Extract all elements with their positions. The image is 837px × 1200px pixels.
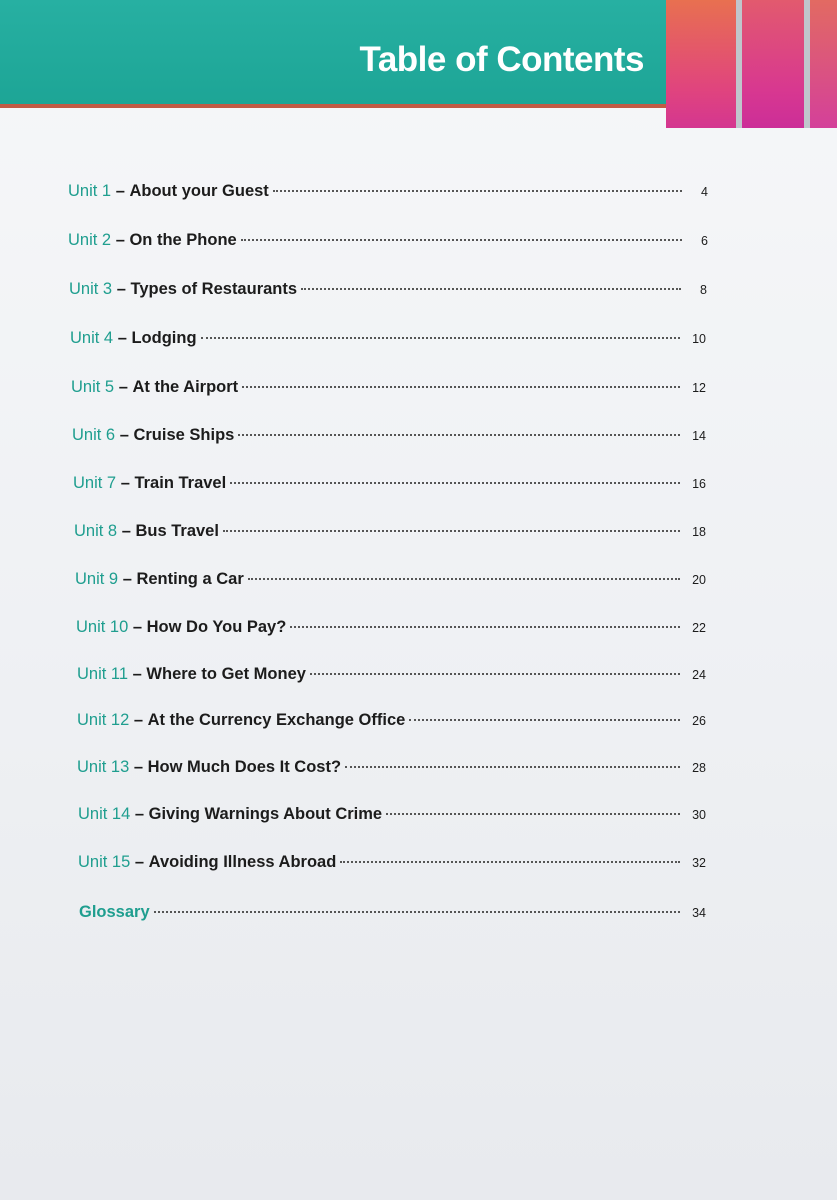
- separator: –: [111, 182, 130, 200]
- page-number: 14: [692, 429, 706, 443]
- separator: –: [115, 426, 134, 444]
- page-number: 4: [701, 185, 708, 199]
- separator: –: [112, 280, 131, 298]
- page-number: 24: [692, 668, 706, 682]
- dot-leader: [241, 239, 682, 241]
- page-number: 28: [692, 761, 706, 775]
- unit-title: Avoiding Illness Abroad: [148, 853, 337, 871]
- page-number: 30: [692, 808, 706, 822]
- separator: –: [128, 618, 147, 636]
- page-title: Table of Contents: [359, 40, 644, 79]
- page-number: 26: [692, 714, 706, 728]
- toc-entry[interactable]: [78, 805, 706, 829]
- unit-title: Bus Travel: [135, 522, 219, 540]
- page-number: 22: [692, 621, 706, 635]
- unit-title: Train Travel: [134, 474, 227, 492]
- dot-leader: [248, 578, 680, 580]
- page-number: 34: [692, 906, 706, 920]
- unit-title: Renting a Car: [136, 570, 244, 588]
- dot-leader: [242, 386, 680, 388]
- unit-label: Unit 1: [68, 182, 112, 200]
- page-number: 18: [692, 525, 706, 539]
- dot-leader: [273, 190, 682, 192]
- page-number: 16: [692, 477, 706, 491]
- toc-entry[interactable]: [73, 474, 706, 498]
- unit-title: Giving Warnings About Crime: [148, 805, 383, 823]
- separator: –: [116, 474, 135, 492]
- page-number: 32: [692, 856, 706, 870]
- separator: –: [128, 665, 147, 683]
- dot-leader: [310, 673, 680, 675]
- toc-entry[interactable]: [75, 570, 706, 594]
- page-number: 6: [701, 234, 708, 248]
- unit-title: About your Guest: [129, 182, 269, 200]
- separator: –: [114, 378, 133, 396]
- page-number: 20: [692, 573, 706, 587]
- page-number: 12: [692, 381, 706, 395]
- toc-entry[interactable]: [71, 378, 706, 402]
- unit-label: Unit 9: [75, 570, 119, 588]
- toc-entry[interactable]: [68, 182, 708, 206]
- unit-label: Unit 11: [77, 665, 129, 683]
- separator: –: [113, 329, 132, 347]
- unit-label: Unit 7: [73, 474, 117, 492]
- unit-title: Where to Get Money: [146, 665, 306, 683]
- toc-entry[interactable]: [69, 280, 707, 304]
- page-number: 8: [700, 283, 707, 297]
- dot-leader: [238, 434, 680, 436]
- unit-label: Unit 3: [69, 280, 113, 298]
- dot-leader: [340, 861, 680, 863]
- unit-label: Unit 6: [72, 426, 116, 444]
- unit-label: Unit 2: [68, 231, 112, 249]
- separator: –: [130, 853, 149, 871]
- toc-entry[interactable]: [77, 665, 706, 689]
- unit-label: Unit 10: [76, 618, 129, 636]
- toc-entry[interactable]: [77, 758, 706, 782]
- unit-label: Unit 14: [78, 805, 131, 823]
- toc-entry[interactable]: [74, 522, 706, 546]
- unit-label: Unit 12: [77, 711, 130, 729]
- toc-entry[interactable]: [77, 711, 706, 735]
- unit-label: Unit 8: [74, 522, 118, 540]
- unit-title: How Do You Pay?: [146, 618, 287, 636]
- unit-title: Lodging: [131, 329, 197, 347]
- toc-entry[interactable]: [78, 853, 706, 877]
- toc-entry[interactable]: [68, 231, 708, 255]
- separator: –: [129, 758, 148, 776]
- toc-entry[interactable]: [76, 618, 706, 642]
- separator: –: [117, 522, 136, 540]
- unit-title: How Much Does It Cost?: [147, 758, 342, 776]
- separator: –: [111, 231, 130, 249]
- unit-title: At the Airport: [132, 378, 239, 396]
- unit-title: Cruise Ships: [133, 426, 235, 444]
- unit-label: Unit 5: [71, 378, 115, 396]
- dot-leader: [223, 530, 680, 532]
- glossary-label: Glossary: [79, 903, 150, 921]
- toc-entry-glossary[interactable]: [79, 903, 706, 927]
- dot-leader: [201, 337, 680, 339]
- unit-title: On the Phone: [129, 231, 237, 249]
- dot-leader: [345, 766, 680, 768]
- dot-leader: [301, 288, 681, 290]
- dot-leader: [230, 482, 680, 484]
- unit-label: Unit 4: [70, 329, 114, 347]
- separator: –: [129, 711, 148, 729]
- unit-title: Types of Restaurants: [130, 280, 298, 298]
- page-number: 10: [692, 332, 706, 346]
- separator: –: [130, 805, 149, 823]
- toc-entry[interactable]: [72, 426, 706, 450]
- dot-leader: [290, 626, 680, 628]
- dot-leader: [386, 813, 680, 815]
- dot-leader: [154, 911, 680, 913]
- unit-label: Unit 15: [78, 853, 131, 871]
- dot-leader: [409, 719, 680, 721]
- toc-entry[interactable]: [70, 329, 706, 353]
- unit-label: Unit 13: [77, 758, 130, 776]
- separator: –: [118, 570, 137, 588]
- unit-title: At the Currency Exchange Office: [147, 711, 406, 729]
